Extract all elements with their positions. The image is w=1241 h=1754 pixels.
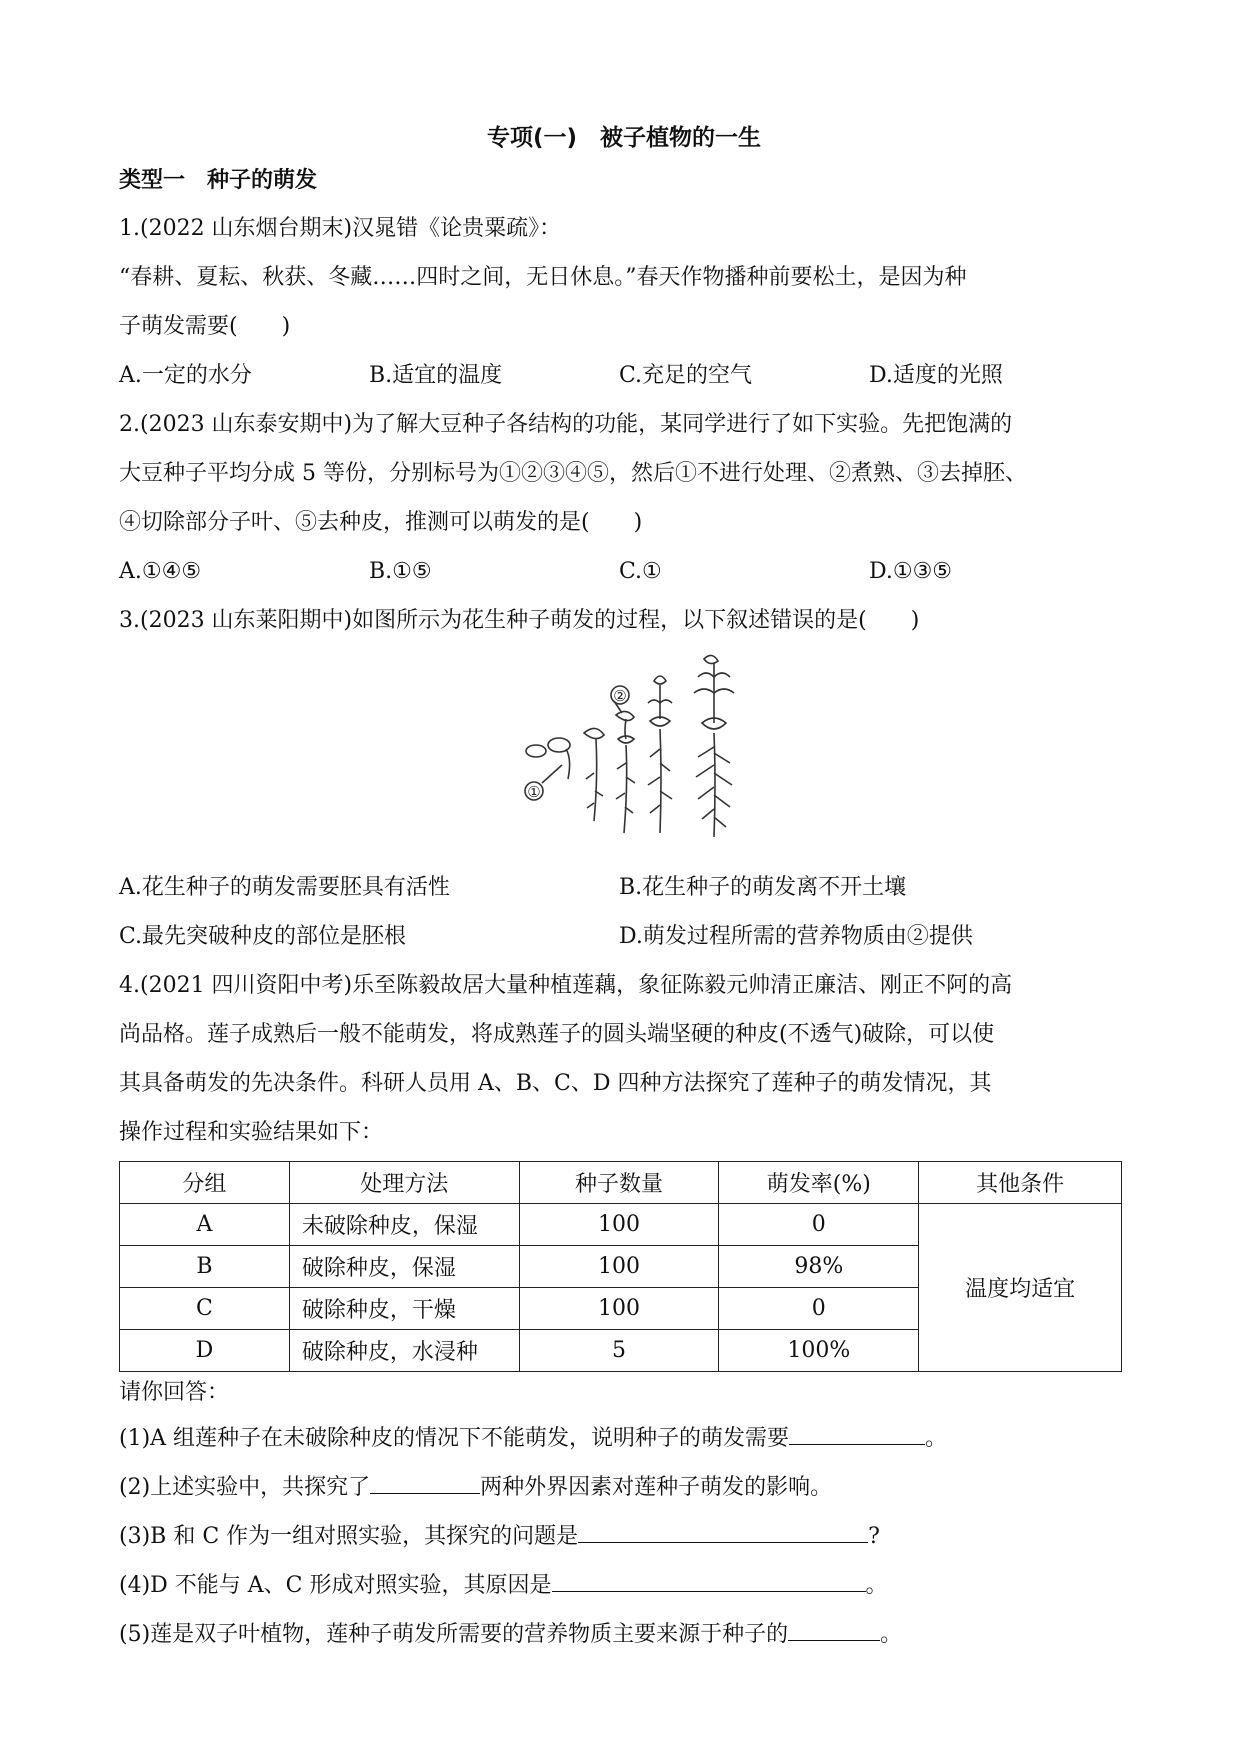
question-3-line: 3.(2023 山东莱阳期中)如图所示为花生种子萌发的过程，以下叙述错误的是( ) — [119, 608, 920, 633]
table-cell: 0 — [719, 1204, 919, 1246]
figure-label-1: ① — [527, 783, 541, 801]
sub-question-text: (5)莲是双子叶植物，莲种子萌发所需要的营养物质主要来源于种子的 — [119, 1622, 789, 1647]
question-2-options — [119, 547, 1129, 596]
sub-question-text: (4)D 不能与 A、C 形成对照实验，其原因是 — [119, 1573, 552, 1598]
option-b[interactable]: B.适宜的温度 — [369, 363, 503, 388]
sub-question-3 — [119, 1512, 1129, 1561]
question-1 — [119, 204, 1129, 400]
worksheet-page — [119, 118, 1129, 1659]
option-b[interactable]: B.花生种子的萌发离不开土壤 — [619, 875, 907, 900]
option-c[interactable]: C.充足的空气 — [619, 363, 753, 388]
option-a[interactable]: A.花生种子的萌发需要胚具有活性 — [119, 875, 450, 900]
peanut-germination-illustration — [514, 653, 774, 843]
figure-label-2: ② — [613, 687, 627, 705]
table-header-row — [120, 1162, 1122, 1204]
question-4-line: 4.(2021 四川资阳中考)乐至陈毅故居大量种植莲藕，象征陈毅元帅清正廉洁、刚正不阿的高 — [119, 973, 1013, 998]
stage-radicle-icon — [584, 728, 604, 821]
table-cell: D — [120, 1330, 290, 1372]
sub-question-5 — [119, 1610, 1129, 1659]
table-cell: 5 — [519, 1330, 719, 1372]
answer-blank[interactable] — [578, 1516, 868, 1543]
table-cell: B — [120, 1246, 290, 1288]
option-b[interactable]: B.①⑤ — [369, 559, 432, 584]
answer-blank[interactable] — [789, 1418, 925, 1445]
sub-question-text: (2)上述实验中，共探究了 — [119, 1475, 371, 1500]
table-header: 其他条件 — [919, 1162, 1122, 1204]
table-header: 萌发率(%) — [719, 1162, 919, 1204]
option-c[interactable]: C.① — [619, 559, 662, 584]
question-3 — [119, 596, 1129, 961]
question-1-line: 子萌发需要( ) — [119, 314, 291, 339]
page-title: 专项(一) 被子植物的一生 — [486, 125, 762, 151]
option-d[interactable]: D.①③⑤ — [869, 559, 953, 584]
question-4-line: 其具备萌发的先决条件。科研人员用 A、B、C、D 四种方法探究了莲种子的萌发情况，其 — [119, 1071, 992, 1096]
answer-blank[interactable] — [788, 1614, 880, 1641]
table-cell: 100 — [519, 1246, 719, 1288]
sub-question-text: 。 — [925, 1426, 948, 1451]
option-a[interactable]: A.①④⑤ — [119, 559, 202, 584]
table-cell: 100% — [719, 1330, 919, 1372]
table-merged-cell: 温度均适宜 — [919, 1204, 1122, 1372]
question-2 — [119, 400, 1129, 596]
option-a[interactable]: A.一定的水分 — [119, 363, 252, 388]
question-4-line: 尚品格。莲子成熟后一般不能萌发，将成熟莲子的圆头端坚硬的种皮(不透气)破除，可以使 — [119, 1022, 995, 1047]
sub-question-text: 。 — [865, 1573, 888, 1598]
table-cell: 100 — [519, 1288, 719, 1330]
question-4 — [119, 961, 1129, 1659]
table-cell: 98% — [719, 1246, 919, 1288]
sub-question-text: 两种外界因素对莲种子萌发的影响。 — [480, 1475, 833, 1500]
answer-prompt: 请你回答： — [119, 1380, 230, 1405]
sub-question-2 — [119, 1463, 1129, 1512]
question-2-line: 大豆种子平均分成 5 等份，分别标号为①②③④⑤，然后①不进行处理、②煮熟、③去掉胚、 — [119, 461, 1027, 486]
table-header: 处理方法 — [289, 1162, 519, 1204]
table-row — [120, 1204, 1122, 1246]
question-3-options-row — [119, 912, 1129, 961]
answer-blank[interactable] — [370, 1467, 480, 1494]
question-1-line: 1.(2022 山东烟台期末)汉晁错《论贵粟疏》： — [119, 216, 562, 241]
table-header: 分组 — [120, 1162, 290, 1204]
sub-question-text: 。 — [880, 1622, 903, 1647]
question-3-options-row — [119, 863, 1129, 912]
sub-question-4 — [119, 1561, 1129, 1610]
question-4-line: 操作过程和实验结果如下： — [119, 1120, 384, 1145]
option-d[interactable]: D.适度的光照 — [869, 363, 1003, 388]
question-2-line: 2.(2023 山东泰安期中)为了解大豆种子各结构的功能，某同学进行了如下实验。先把饱满的 — [119, 412, 1013, 437]
table-cell: 未破除种皮，保湿 — [289, 1204, 519, 1246]
sub-question-text: (3)B 和 C 作为一组对照实验，其探究的问题是 — [119, 1524, 579, 1549]
stage-hypocotyl-icon — [614, 701, 635, 833]
question-1-options — [119, 351, 1129, 400]
table-header: 种子数量 — [519, 1162, 719, 1204]
option-d[interactable]: D.萌发过程所需的营养物质由②提供 — [619, 924, 973, 949]
table-cell: 破除种皮，保湿 — [289, 1246, 519, 1288]
answer-blank[interactable] — [552, 1565, 866, 1592]
table-cell: 破除种皮，干燥 — [289, 1288, 519, 1330]
question-1-line: “春耕、夏耘、秋获、冬藏……四时之间，无日休息。”春天作物播种前要松土，是因为种 — [119, 265, 967, 290]
sub-question-text: (1)A 组莲种子在未破除种皮的情况下不能萌发，说明种子的萌发需要 — [119, 1426, 790, 1451]
table-cell: C — [120, 1288, 290, 1330]
stage-seed-icon — [526, 738, 570, 783]
stage-seedling-icon — [648, 676, 672, 833]
table-cell: 0 — [719, 1288, 919, 1330]
experiment-table — [119, 1161, 1122, 1372]
option-c[interactable]: C.最先突破种皮的部位是胚根 — [119, 924, 407, 949]
stage-mature-plant-icon — [694, 655, 734, 837]
table-cell: 破除种皮，水浸种 — [289, 1330, 519, 1372]
question-2-line: ④切除部分子叶、⑤去种皮，推测可以萌发的是( ) — [119, 510, 643, 535]
peanut-germination-figure — [119, 645, 1129, 863]
table-cell: A — [120, 1204, 290, 1246]
sub-question-text: ? — [868, 1524, 880, 1549]
sub-question-1 — [119, 1414, 1129, 1463]
section-heading: 类型一 种子的萌发 — [119, 168, 318, 193]
table-cell: 100 — [519, 1204, 719, 1246]
